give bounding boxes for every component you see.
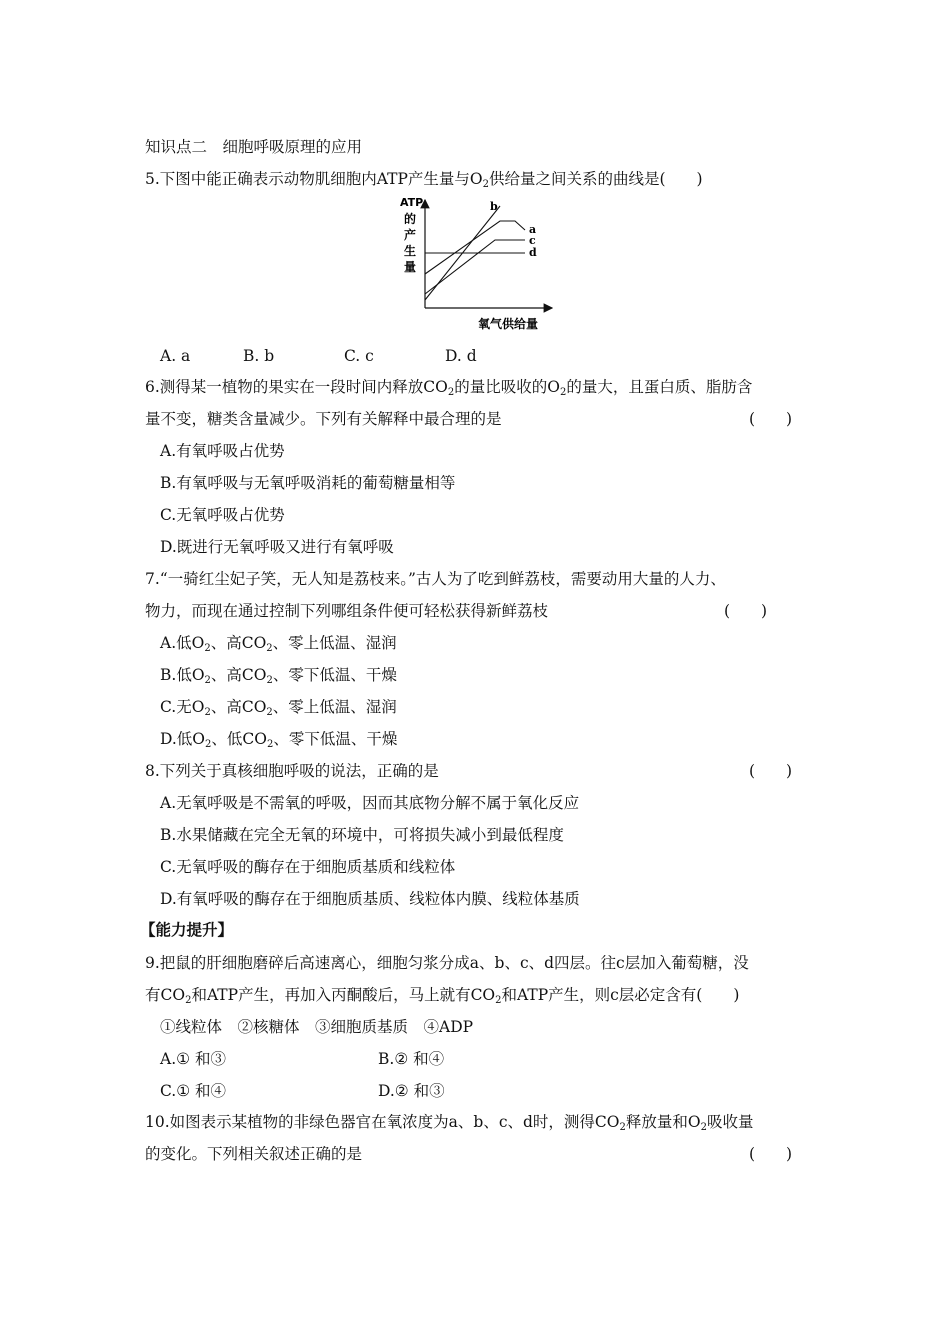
y-label-atp: ATP	[400, 196, 424, 209]
q10-text: 释放量和O	[625, 1113, 701, 1131]
y-label-char: 产	[404, 228, 417, 242]
q8-option-a: A.无氧呼吸是不需氧的呼吸，因而其底物分解不属于氧化反应	[160, 794, 580, 812]
q10-stem-line1	[145, 1112, 753, 1132]
q7-text: 、低CO	[211, 730, 267, 748]
q8-stem: 8.下列关于真核细胞呼吸的说法，正确的是	[145, 762, 439, 780]
q5-option-b: B. b	[243, 347, 275, 365]
q9-items: ①线粒体 ②核糖体 ③细胞质基质 ④ADP	[160, 1018, 474, 1036]
x-axis-label: 氧气供给量	[478, 317, 539, 331]
q5-stem	[145, 169, 703, 189]
q9-text: 有CO	[145, 986, 186, 1004]
q6-answer-blank: ( )	[749, 410, 793, 428]
q6-option-d: D.既进行无氧呼吸又进行有氧呼吸	[160, 538, 394, 556]
q7-stem-line1: 7.“一骑红尘妃子笑，无人知是荔枝来。”古人为了吃到鲜荔枝，需要动用大量的人力、	[145, 570, 726, 588]
q7-answer-blank: ( )	[724, 602, 768, 620]
q7-text: 、高CO	[210, 634, 267, 652]
q5-option-d: D. d	[445, 347, 477, 365]
q7-stem-line2: 物力，而现在通过控制下列哪组条件便可轻松获得新鲜荔枝	[145, 602, 549, 620]
q9-subscript: 2	[495, 995, 502, 1006]
q5-option-a: A. a	[160, 347, 191, 365]
q7-option-a	[160, 633, 397, 653]
q10-text: 吸收量	[706, 1113, 754, 1131]
curve-a	[425, 221, 525, 274]
q7-text: 、高CO	[210, 666, 267, 684]
q6-text: 的量比吸收的O	[454, 378, 560, 396]
q7-text: 、零下低温、干燥	[272, 666, 397, 684]
q6-option-a: A.有氧呼吸占优势	[160, 442, 285, 460]
q7-option-b	[160, 665, 397, 685]
q7-option-d	[160, 729, 397, 749]
q7-text: C.无O	[160, 698, 205, 716]
q7-text: D.低O	[160, 730, 206, 748]
q5-stem-part-b: 供给量之间关系的曲线是( )	[489, 170, 703, 188]
q6-text: 的量大，且蛋白质、脂肪含	[566, 378, 753, 396]
q5-stem-subscript: 2	[482, 179, 489, 190]
q7-subscript: 2	[266, 707, 273, 718]
q9-option-a: A.① 和③	[160, 1050, 226, 1068]
curve-label-a: a	[529, 223, 537, 236]
q6-text: 6.测得某一植物的果实在一段时间内释放CO	[145, 378, 448, 396]
q5-option-c: C. c	[344, 347, 374, 365]
q6-subscript: 2	[559, 387, 567, 398]
q9-text: 和ATP产生，再加入丙酮酸后，马上就有CO	[191, 986, 496, 1004]
q9-subscript: 2	[185, 995, 192, 1006]
q7-text: A.低O	[160, 634, 205, 652]
q7-text: 、零下低温、干燥	[273, 730, 398, 748]
q7-subscript: 2	[204, 643, 211, 654]
q8-option-b: B.水果储藏在完全无氧的环境中，可将损失减小到最低程度	[160, 826, 564, 844]
q9-stem-line2	[145, 985, 739, 1005]
q6-stem-line1	[145, 377, 752, 397]
section-title: 知识点二 细胞呼吸原理的应用	[145, 138, 363, 156]
q10-subscript: 2	[619, 1122, 626, 1133]
q8-option-c: C.无氧呼吸的酶存在于细胞质基质和线粒体	[160, 858, 456, 876]
q9-stem-line1: 9.把鼠的肝细胞磨碎后高速离心，细胞匀浆分成a、b、c、d四层。往c层加入葡萄糖，没	[145, 954, 749, 972]
q10-answer-blank: ( )	[749, 1145, 793, 1163]
y-label-char: 量	[404, 260, 417, 274]
q9-option-c: C.① 和④	[160, 1082, 227, 1100]
q7-text: B.低O	[160, 666, 205, 684]
q7-text: 、零上低温、湿润	[272, 698, 397, 716]
q5-stem-part-a: 5.下图中能正确表示动物肌细胞内ATP产生量与O	[145, 170, 483, 188]
q7-subscript: 2	[204, 707, 211, 718]
q8-answer-blank: ( )	[749, 762, 793, 780]
y-label-char: 生	[404, 244, 417, 258]
curve-label-b: b	[490, 200, 498, 213]
q9-option-b: B.② 和④	[378, 1050, 445, 1068]
curve-label-c: c	[529, 234, 536, 247]
q6-option-c: C.无氧呼吸占优势	[160, 506, 285, 524]
q10-stem-line2: 的变化。下列相关叙述正确的是	[145, 1145, 363, 1163]
q8-option-d: D.有氧呼吸的酶存在于细胞质基质、线粒体内膜、线粒体基质	[160, 890, 580, 908]
q10-text: 10.如图表示某植物的非绿色器官在氧浓度为a、b、c、d时，测得CO	[145, 1113, 620, 1131]
q7-subscript: 2	[266, 739, 274, 750]
q6-option-b: B.有氧呼吸与无氧呼吸消耗的葡萄糖量相等	[160, 474, 456, 492]
q7-subscript: 2	[266, 643, 273, 654]
q6-subscript: 2	[447, 387, 455, 398]
curve-label-d: d	[529, 246, 537, 259]
y-label-char: 的	[404, 212, 417, 226]
q7-text: 、零上低温、湿润	[272, 634, 397, 652]
q10-subscript: 2	[700, 1122, 707, 1133]
q7-subscript: 2	[205, 739, 212, 750]
q6-stem-line2: 量不变，糖类含量减少。下列有关解释中最合理的是	[145, 410, 502, 428]
q7-subscript: 2	[266, 675, 273, 686]
q9-text: 和ATP产生，则c层必定含有( )	[501, 986, 740, 1004]
q7-text: 、高CO	[210, 698, 267, 716]
atp-oxygen-graph	[380, 196, 560, 336]
q9-option-d: D.② 和③	[378, 1082, 445, 1100]
ability-section-title: 【能力提升】	[140, 920, 234, 939]
q7-subscript: 2	[204, 675, 211, 686]
curve-c	[425, 240, 525, 294]
q7-option-c	[160, 697, 397, 717]
